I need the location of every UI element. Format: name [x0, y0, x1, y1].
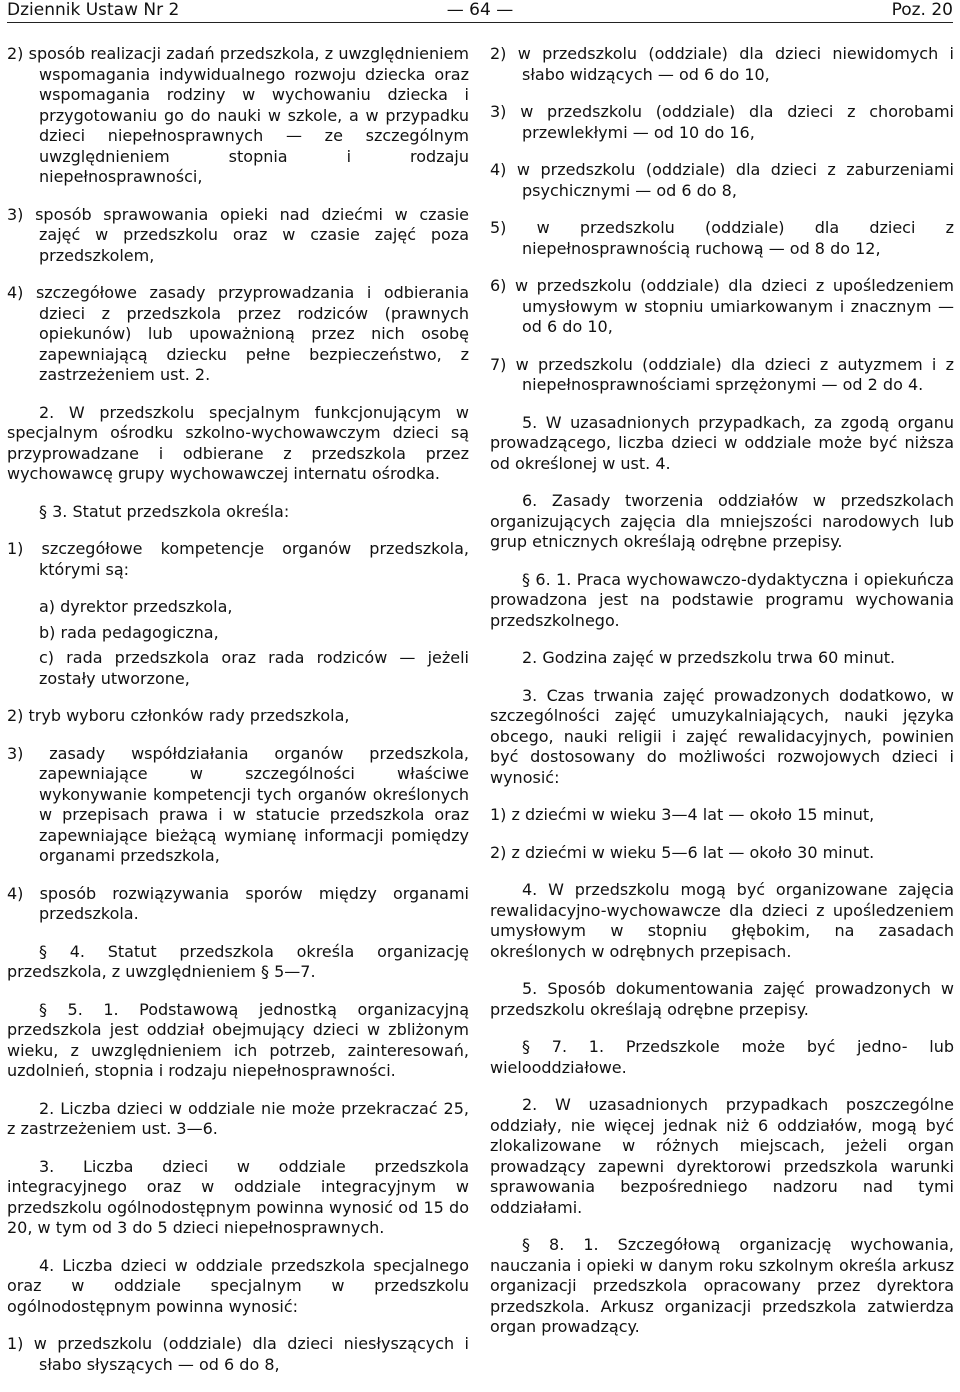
page-header: [7, 0, 953, 23]
list-item: 2) w przedszkolu (oddziale) dla dzieci niewidomych i słabo widzących — od 6 do 10,: [490, 44, 954, 84]
list-item: 6) w przedszkolu (oddziale) dla dzieci z upośledzeniem umysłowym w stopniu umiarkowanym i znacznym — od 6 do 10,: [490, 276, 954, 336]
paragraph: § 7. 1. Przedszkole może być jedno- lub wielooddziałowe.: [490, 1037, 954, 1077]
section-heading: § 3. Statut przedszkola określa:: [39, 501, 290, 521]
paragraph: 4. W przedszkolu mogą być organizowane zajęcia rewalidacyjno-wychowawcze dla dzieci z upośledzeniem umysłowym w stopniu głębokim, na zasadach określonych w odrębnych przepisach.: [490, 880, 954, 961]
paragraph: 2. W przedszkolu specjalnym funkcjonującym w specjalnym ośrodku szkolno-wychowawczym dzieci są przyprowadzane i odbierane z przedszkola przez wychowawcę grupy wychowawczej internatu ośrodka.: [7, 402, 469, 483]
right-column: [490, 44, 954, 1355]
paragraph: § 4. Statut przedszkola określa organizację przedszkola, z uwzględnieniem § 5—7.: [7, 941, 469, 981]
list-item: 2) z dziećmi w wieku 5—6 lat — około 30 minut.: [490, 842, 875, 862]
paragraph: 5. Sposób dokumentowania zajęć prowadzonych w przedszkolu określają odrębne przepisy.: [490, 979, 954, 1019]
paragraph: 5. W uzasadnionych przypadkach, za zgodą organu prowadzącego, liczba dzieci w oddziale może być niższa od określonej w ust. 4.: [490, 412, 954, 473]
list-item: 1) z dziećmi w wieku 3—4 lat — około 15 minut,: [490, 805, 875, 824]
list-item: 5) w przedszkolu (oddziale) dla dzieci z niepełnosprawnością ruchową — od 8 do 12,: [490, 218, 954, 258]
list-item: 4) szczegółowe zasady przyprowadzania i odbierania dzieci z przedszkola przez rodziców (prawnych opiekunów) lub upoważnioną przez nich osobę zapewniającą dziecku pełne bezpieczeństwo, z zastrzeżeniem ust. 2.: [7, 283, 469, 384]
paragraph: § 6. 1. Praca wychowawczo-dydaktyczna i opiekuńcza prowadzona jest na podstawie programu wychowania przedszkolnego.: [490, 569, 954, 630]
paragraph: 4. Liczba dzieci w oddziale przedszkola specjalnego oraz w oddziale specjalnym w przedszkolu ogólnodostępnym powinna wynosić:: [7, 1255, 469, 1316]
paragraph: 2. W uzasadnionych przypadkach poszczególne oddziały, nie więcej jednak niż 6 oddziałów, mogą być zlokalizowane w różnych miejscach, jeżeli organ prowadzący zapewni dyrektorowi przedszkola warunki sprawowania bezpośredniego nadzoru nad tymi oddziałami.: [490, 1095, 954, 1217]
journal-title: Dziennik Ustaw Nr 2: [7, 0, 180, 20]
paragraph: 3. Czas trwania zajęć prowadzonych dodatkowo, w szczególności zajęć umuzykalniających, nauki języka obcego, nauki religii i zajęć rewalidacyjnych, powinien być dostosowany do możliwości rozwojowych dzieci i wynosić:: [490, 685, 954, 787]
list-item: 7) w przedszkolu (oddziale) dla dzieci z autyzmem i z niepełnosprawnościami sprzężonymi — od 2 do 4.: [490, 354, 954, 394]
list-item: 1) w przedszkolu (oddziale) dla dzieci niesłyszących i słabo słyszących — od 6 do 8,: [7, 1334, 469, 1374]
list-item: 4) sposób rozwiązywania sporów między organami przedszkola.: [7, 883, 469, 923]
paragraph: § 5. 1. Podstawową jednostką organizacyjną przedszkola jest oddział obejmujący dzieci w zbliżonym wieku, z uwzględnieniem ich potrzeb, zainteresowań, uzdolnień, stopnia i rodzaju niepełnosprawności.: [7, 999, 469, 1080]
paragraph: 3. Liczba dzieci w oddziale przedszkola integracyjnego oraz w oddziale integracyjnym w przedszkolu ogólnodostępnym powinna wynosić od 15 do 20, w tym od 3 do 5 dzieci niepełnosprawnych.: [7, 1156, 469, 1237]
list-item: 3) sposób sprawowania opieki nad dziećmi w czasie zajęć w przedszkolu oraz w czasie zajęć poza przedszkolem,: [7, 204, 469, 265]
left-column: [7, 44, 469, 1392]
list-item: 3) zasady współdziałania organów przedszkola, zapewniające w szczególności właściwe wykonywanie kompetencji tych organów określonych w przepisach prawa i w statucie przedszkola oraz zapewniające bieżącą wymianę informacji pomiędzy organami przedszkola,: [7, 743, 469, 865]
sub-list-item: b) rada pedagogiczna,: [39, 622, 219, 642]
list-item: 2) sposób realizacji zadań przedszkola, z uwzględnieniem wspomagania indywidualnego rozwoju dziecka oraz wspomagania rodziny w wychowaniu dziecka i przygotowaniu go do nauki w szkole, a w przypadku dzieci niepełnosprawnych — ze szczególnym uwzględnieniem stopnia i rodzaju niepełnosprawności,: [7, 44, 469, 186]
paragraph: 2. Godzina zajęć w przedszkolu trwa 60 minut.: [522, 648, 896, 667]
paragraph: 2. Liczba dzieci w oddziale nie może przekraczać 25, z zastrzeżeniem ust. 3—6.: [7, 1098, 469, 1138]
list-item: 3) w przedszkolu (oddziale) dla dzieci z chorobami przewlekłymi — od 10 do 16,: [490, 102, 954, 142]
position-number: Poz. 20: [891, 0, 953, 20]
list-item: 2) tryb wyboru członków rady przedszkola,: [7, 706, 350, 725]
sub-list-item: a) dyrektor przedszkola,: [39, 597, 233, 616]
list-item: 4) w przedszkolu (oddziale) dla dzieci z zaburzeniami psychicznymi — od 6 do 8,: [490, 160, 954, 200]
sub-list-item: c) rada przedszkola oraz rada rodziców — jeżeli zostały utworzone,: [39, 648, 469, 688]
list-item: 1) szczegółowe kompetencje organów przedszkola, którymi są:: [7, 539, 469, 579]
paragraph: § 8. 1. Szczegółową organizację wychowania, nauczania i opieki w danym roku szkolnym określa arkusz organizacji przedszkola opracowany przez dyrektora przedszkola. Arkusz organizacji przedszkola zatwierdza organ prowadzący.: [490, 1235, 954, 1336]
page-number: — 64 —: [446, 0, 514, 20]
paragraph: 6. Zasady tworzenia oddziałów w przedszkolach organizujących zajęcia dla mniejszości narodowych lub grup etnicznych określają odrębne przepisy.: [490, 491, 954, 551]
